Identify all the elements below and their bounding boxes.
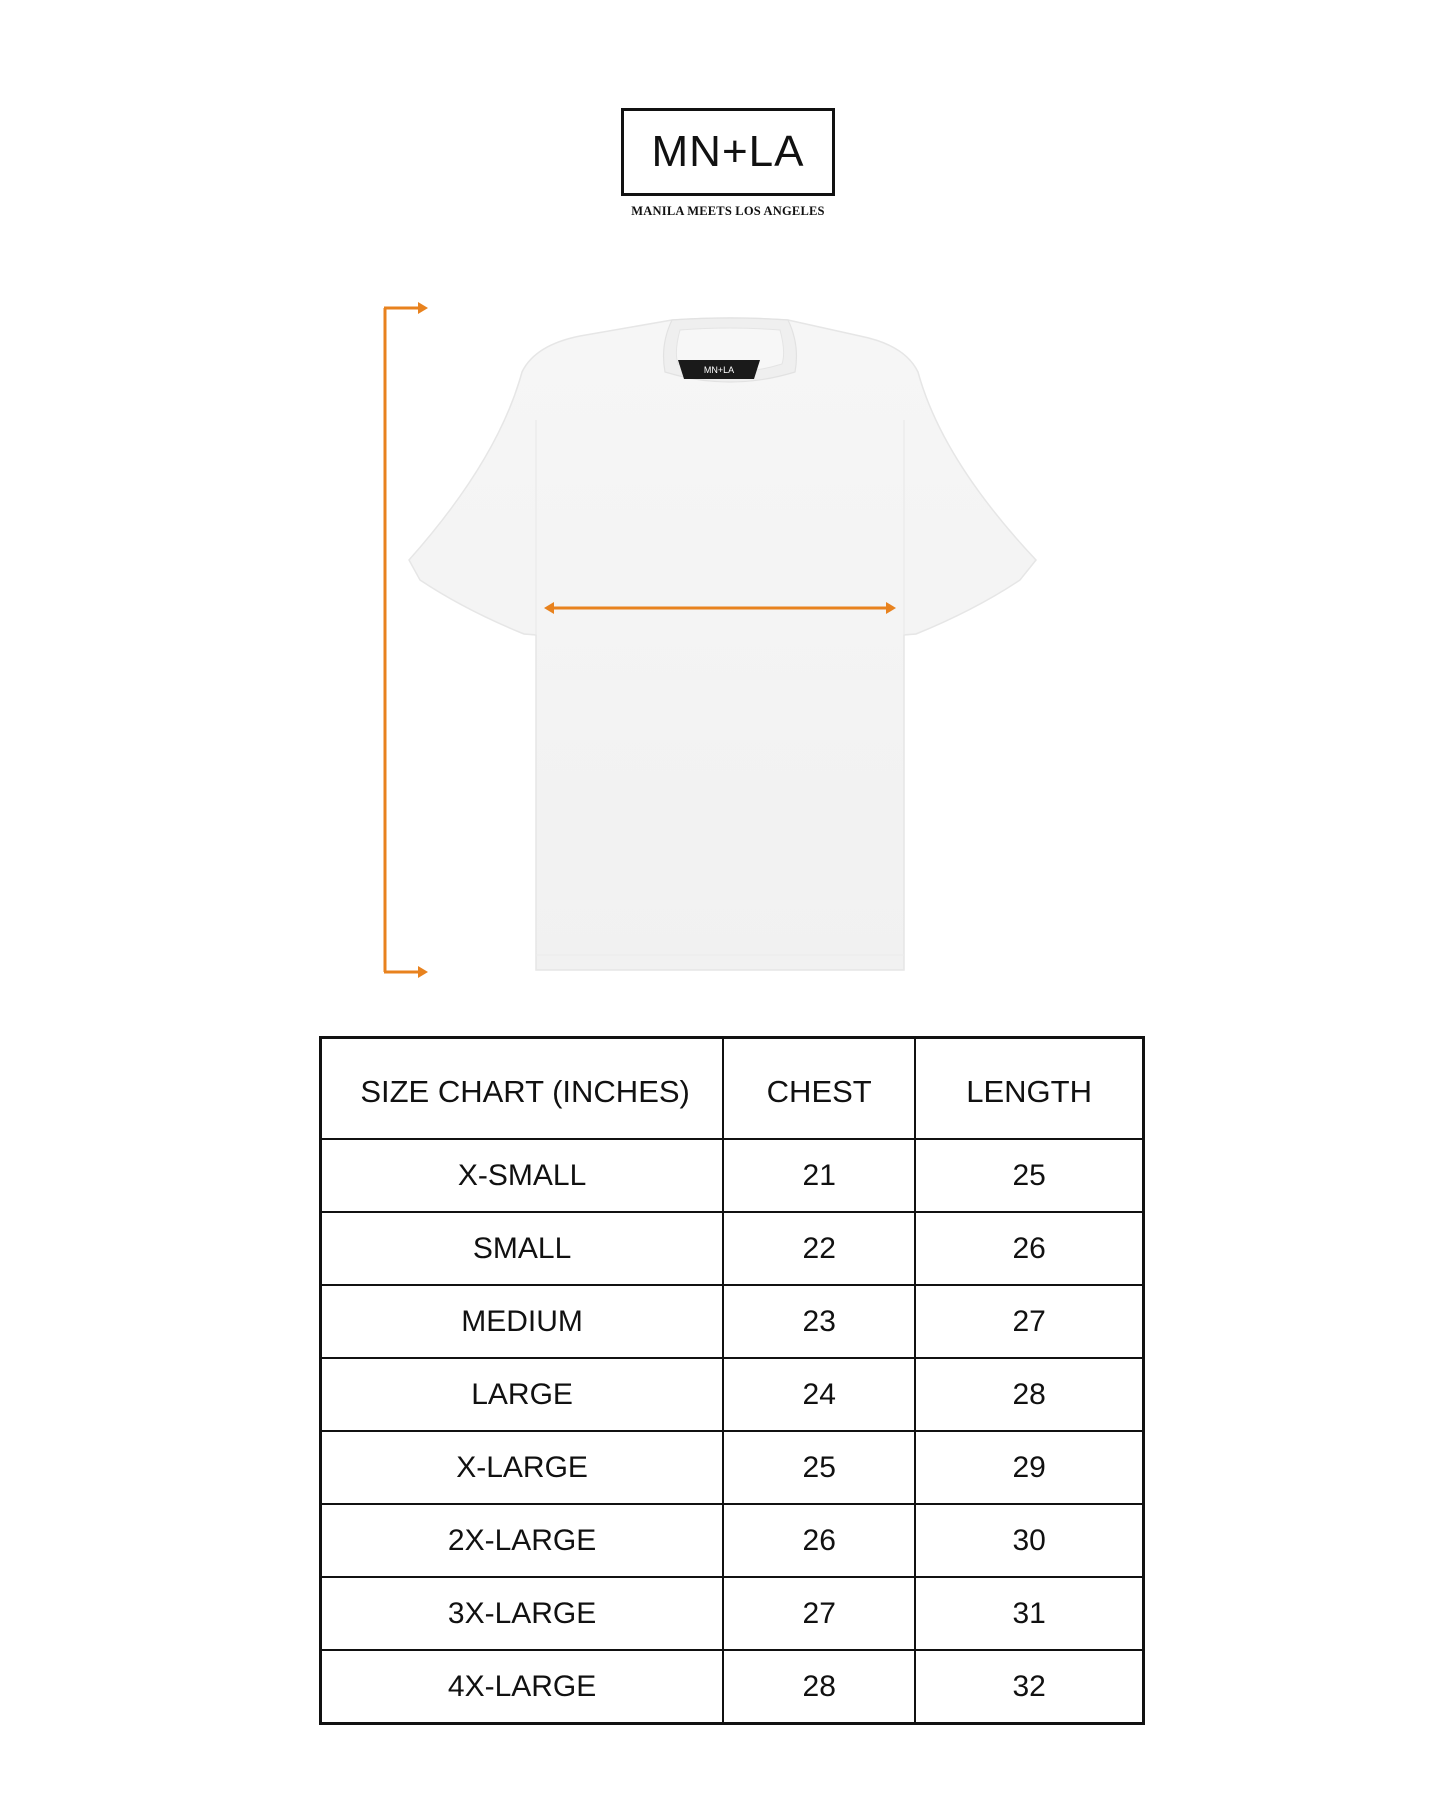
table-header-row [321,1038,1144,1140]
chest-cell: 21 [723,1139,915,1212]
length-cell: 32 [915,1650,1143,1724]
size-cell: X-LARGE [321,1431,724,1504]
length-cell: 28 [915,1358,1143,1431]
table-row [321,1650,1144,1724]
chest-cell: 23 [723,1285,915,1358]
header-size: SIZE CHART (INCHES) [321,1038,724,1140]
length-measurement-arrow [384,302,428,978]
length-cell: 29 [915,1431,1143,1504]
table-row [321,1139,1144,1212]
chest-cell: 28 [723,1650,915,1724]
length-cell: 30 [915,1504,1143,1577]
logo-text: MN+LA [651,127,805,176]
length-cell: 27 [915,1285,1143,1358]
tshirt-icon [409,318,1036,970]
table-row [321,1212,1144,1285]
table-row [321,1431,1144,1504]
table-row [321,1577,1144,1650]
chest-cell: 27 [723,1577,915,1650]
length-cell: 26 [915,1212,1143,1285]
length-cell: 31 [915,1577,1143,1650]
brand-tagline: MANILA MEETS LOS ANGELES [631,204,825,218]
size-cell: 4X-LARGE [321,1650,724,1724]
size-chart-table [319,1036,1145,1725]
chest-cell: 24 [723,1358,915,1431]
length-cell: 25 [915,1139,1143,1212]
size-cell: MEDIUM [321,1285,724,1358]
size-cell: X-SMALL [321,1139,724,1212]
table-row [321,1358,1144,1431]
size-cell: 3X-LARGE [321,1577,724,1650]
chest-cell: 25 [723,1431,915,1504]
chest-cell: 22 [723,1212,915,1285]
neck-tag [678,360,760,379]
neck-tag-text: MN+LA [703,365,735,375]
table-row [321,1285,1144,1358]
chest-cell: 26 [723,1504,915,1577]
table-row [321,1504,1144,1577]
header-length: LENGTH [915,1038,1143,1140]
size-cell: SMALL [321,1212,724,1285]
size-cell: LARGE [321,1358,724,1431]
header-chest: CHEST [723,1038,915,1140]
size-cell: 2X-LARGE [321,1504,724,1577]
